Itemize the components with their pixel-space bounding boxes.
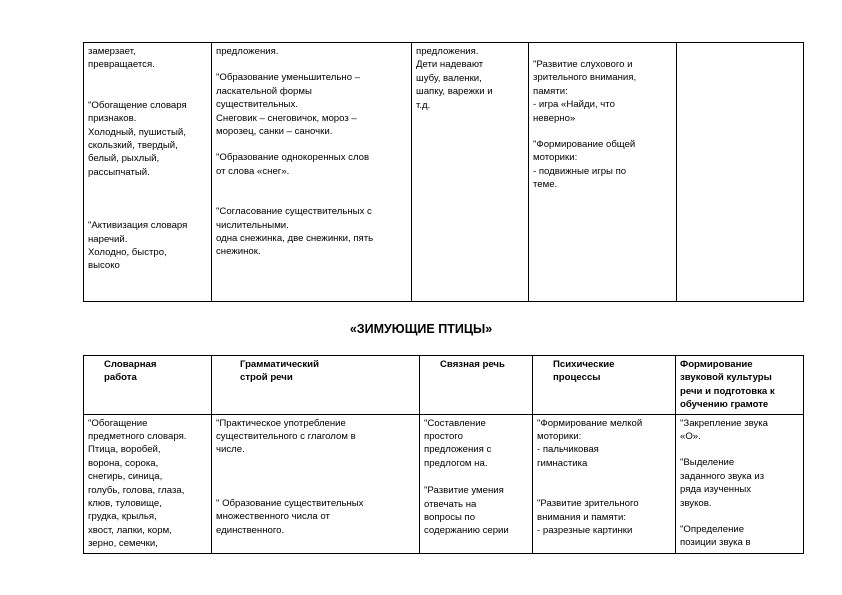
cell-paragraph: "Составление простого предложения с предлогом на. bbox=[424, 417, 492, 469]
cell-paragraph: "Обогащение предметного словаря. Птица, воробей, ворона, сорока, снегирь, синица, голубь, голова, глаза, клюв, туловище, грудка, крылья, хвост, лапки, корм, зерно, семечки, bbox=[88, 417, 187, 550]
table-row bbox=[84, 414, 804, 553]
cell-paragraph: "Формирование общей моторики: - подвижные игры по теме. bbox=[533, 139, 636, 191]
mental-cell bbox=[529, 43, 677, 302]
cell-paragraph: "Образование уменьшительно – ласкательной формы существительных. Снеговик – снеговичок, мороз – морозец, санки – саночки. bbox=[216, 72, 361, 138]
header-row bbox=[84, 356, 804, 415]
cell-paragraph: "Активизация словаря наречий. Холодно, быстро, высоко bbox=[88, 220, 188, 272]
header-sound-culture: Формирование звуковой культуры речи и подготовка к обучению грамоте bbox=[676, 356, 804, 415]
sound-culture-cell bbox=[677, 43, 804, 302]
mental-cell bbox=[533, 414, 676, 553]
continuation-table bbox=[83, 42, 804, 302]
cell-paragraph: "Согласование существительных с числительными. одна снежинка, две снежинки, пять снежинок. bbox=[216, 206, 374, 258]
cell-paragraph: "Развитие зрительного внимания и памяти: - разрезные картинки bbox=[537, 498, 639, 537]
cell-paragraph: "Практическое употребление существительного с глаголом в числе. bbox=[216, 417, 356, 456]
vocabulary-cell bbox=[84, 414, 212, 553]
cell-paragraph: "Развитие слухового и зрительного внимания, памяти: - игра «Найди, что неверно» bbox=[533, 59, 637, 124]
cell-paragraph: замерзает, превращается. bbox=[88, 46, 155, 71]
cell-paragraph: "Определение позиции звука в bbox=[680, 524, 751, 549]
table-row bbox=[84, 43, 804, 302]
header-connected-speech: Связная речь bbox=[420, 356, 533, 415]
vocabulary-cell bbox=[84, 43, 212, 302]
cell-paragraph: "Закрепление звука «О». bbox=[680, 417, 769, 443]
speech-cell bbox=[420, 414, 533, 553]
header-grammar: Грамматический строй речи bbox=[212, 356, 420, 415]
winter-birds-table bbox=[83, 355, 804, 554]
cell-paragraph: предложения. bbox=[216, 46, 279, 57]
cell-paragraph: " Образование существительных множественного числа от единственного. bbox=[216, 497, 364, 536]
cell-paragraph: "Развитие умения отвечать на вопросы по содержанию серии bbox=[424, 485, 509, 537]
sound-culture-cell bbox=[676, 414, 804, 553]
speech-cell bbox=[412, 43, 529, 302]
header-vocabulary: Словарная работа bbox=[84, 356, 212, 415]
cell-paragraph: "Образование однокоренных слов от слова «снег». bbox=[216, 152, 370, 177]
grammar-cell bbox=[212, 43, 412, 302]
cell-paragraph: "Формирование мелкой моторики: - пальчиковая гимнастика bbox=[537, 417, 643, 469]
grammar-cell bbox=[212, 414, 420, 553]
cell-paragraph: "Выделение заданного звука из ряда изученных звуков. bbox=[680, 457, 765, 509]
section-title: «ЗИМУЮЩИЕ ПТИЦЫ» bbox=[349, 322, 493, 336]
header-mental-processes: Психические процессы bbox=[533, 356, 676, 415]
cell-paragraph: "Обогащение словаря признаков. Холодный, пушистый, скользкий, твердый, белый, рыхлый, рассыпчатый. bbox=[88, 99, 187, 178]
cell-paragraph: предложения. Дети надевают шубу, валенки, шапку, варежки и т.д. bbox=[416, 46, 493, 111]
